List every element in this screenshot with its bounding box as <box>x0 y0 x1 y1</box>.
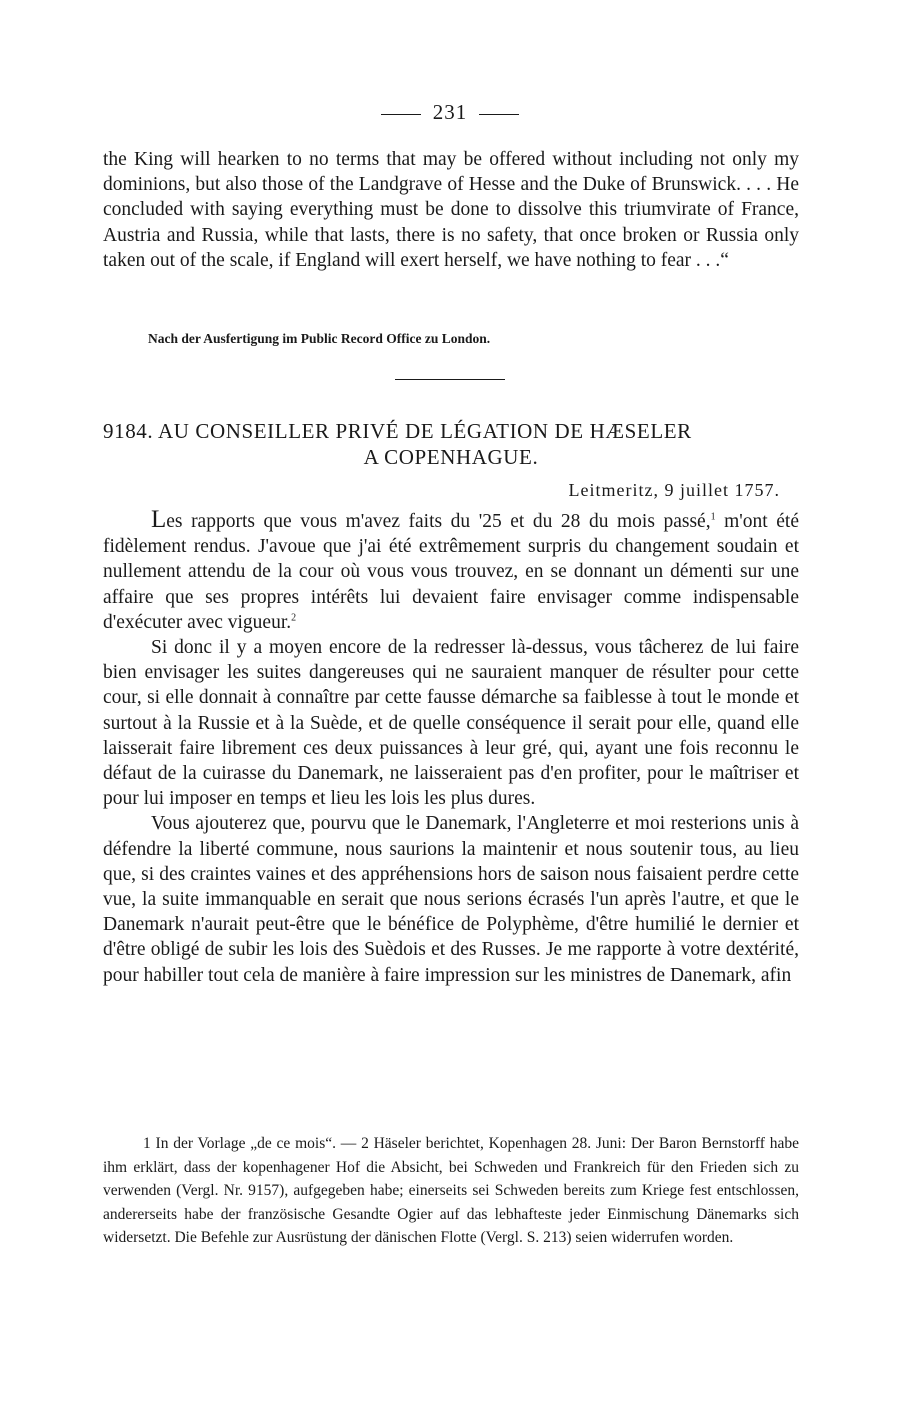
archive-source-note: Nach der Ausfertigung im Public Record Office zu London. <box>148 331 491 346</box>
right-dash <box>479 114 519 115</box>
footnotes <box>103 1132 799 1250</box>
page-number-value: 231 <box>432 100 468 124</box>
section-divider <box>395 379 505 380</box>
dropcap: L <box>151 506 167 533</box>
paragraph-1 <box>103 507 799 635</box>
footnote-ref-1: 1 <box>710 511 716 523</box>
heading-line-1 <box>103 418 799 444</box>
paragraph-1-rest: m'ont été fidèlement rendus. J'avoue que j'ai été extrêmement surpris du changement soudain et nullement attendu de la cour où vous vous trouvez, en se donnant un démenti sur une affaire que ses propres intérêts lui devaient faire envisager comme indispensable d'exécuter avec vigueur. <box>103 511 799 633</box>
heading-line-2: A COPENHAGUE. <box>363 445 539 469</box>
dateline: Leitmeritz, 9 juillet 1757. <box>568 480 780 500</box>
letter-number: 9184. <box>103 419 154 443</box>
continued-quotation <box>103 147 799 273</box>
quotation-text: the King will hearken to no terms that may be offered without including not only my dominions, but also those of the Landgrave of Hesse and the Duke of Brunswick. . . . He concluded with saying everything must be done to dissolve this triumvirate of France, Austria and Russia, while that lasts, there is no safety, that once broken or Russia only taken out of the scale, if England will exert herself, we have nothing to fear . . .“ <box>103 149 799 271</box>
footnote-text: 1 In der Vorlage „de ce mois“. — 2 Häseler berichtet, Kopenhagen 28. Juni: Der Baron Bernstorff habe ihm erklärt, dass der kopenhagener Hof die Absicht, bei Schweden und Frankreich für den Frieden sich zu verwenden (Vergl. Nr. 9157), aufgegeben habe; einerseits sei Schweden bereits zum Kriege fest entschlossen, andererseits habe der französische Gesandte Ogier auf das lebhafteste jeder Einmischung Dänemarks sich widersetzt. Die Befehle zur Ausrüstung der dänischen Flotte (Vergl. S. 213) seien widerrufen worden. <box>103 1135 799 1246</box>
left-dash <box>381 114 421 115</box>
paragraph-1-text: es rapports que vous m'avez faits du '25 et du 28 du mois passé, <box>166 511 711 532</box>
page-number <box>0 100 900 125</box>
addressee: AU CONSEILLER PRIVÉ DE LÉGATION DE HÆSELER <box>157 419 692 443</box>
letter-heading <box>103 418 799 470</box>
footnote-ref-2: 2 <box>291 612 297 624</box>
paragraph-2: Si donc il y a moyen encore de la redresser là-dessus, vous tâcherez de lui faire bien envisager les suites dangereuses qui ne sauraient manquer de résulter pour cette cour, si elle donnait à connaître par cette fausse démarche sa faiblesse à tout le monde et surtout à la Russie et à la Suède, et de quelle conséquence il serait pour elle, quand elle laisserait faire librement ces deux puissances à leur gré, qui, ayant une fois reconnu le défaut de la cuirasse du Danemark, ne laisseraient pas d'en profiter, pour le maîtriser et pour lui imposer en temps et lieu les lois les plus dures. <box>103 637 799 810</box>
letter-body <box>103 507 799 988</box>
paragraph-3: Vous ajouterez que, pourvu que le Danemark, l'Angleterre et moi resterions unis à défendre la liberté commune, nous saurions la maintenir et nous soutenir tous, au lieu que, si des craintes vaines et des appréhensions hors de saison nous faisaient perdre cette vue, la suite immanquable en serait que nous serions écrasés l'un après l'autre, et que le Danemark n'aurait peut-être que le bénéfice de Polyphème, d'être humilié le dernier et d'être obligé de subir les lois des Suèdois et des Russes. Je me rapporte à votre dextérité, pour habiller tout cela de manière à faire impression sur les ministres de Danemark, afin <box>103 813 799 986</box>
